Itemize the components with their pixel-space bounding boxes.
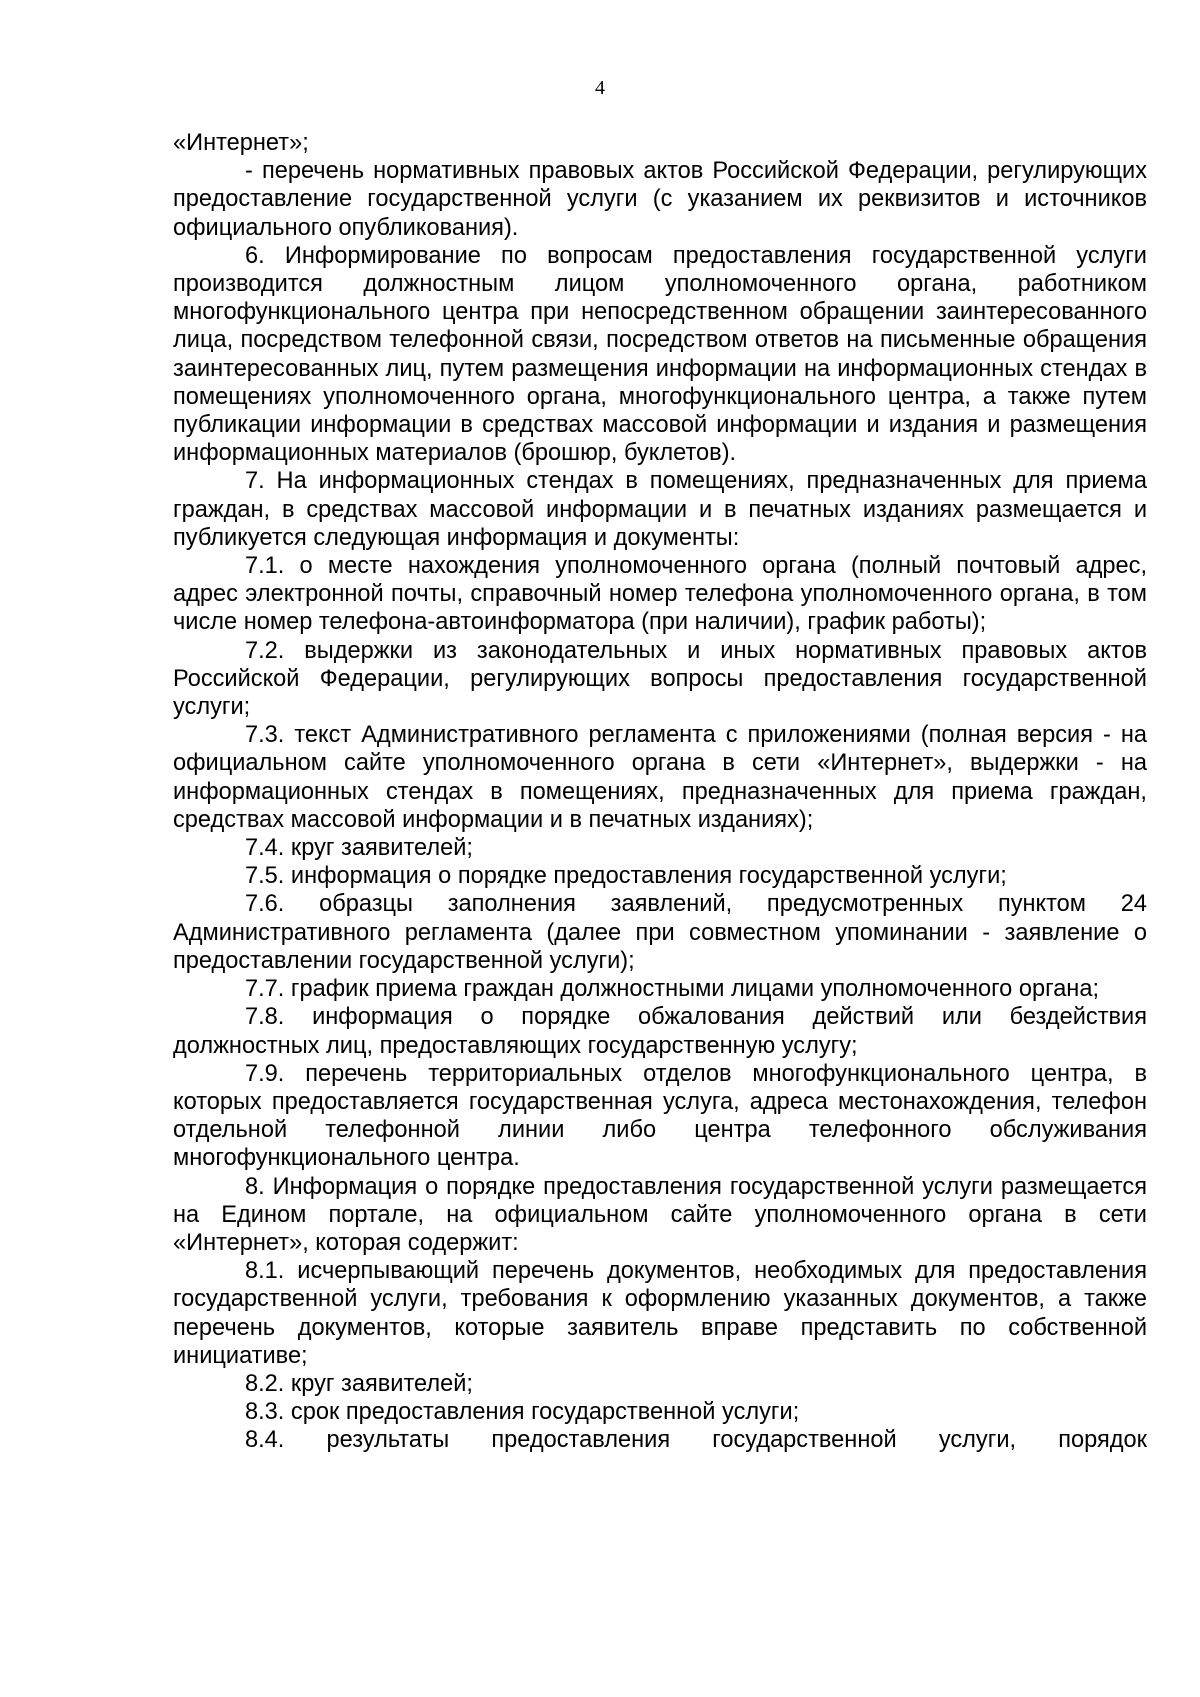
paragraph: 8.2. круг заявителей;	[245, 1370, 473, 1397]
paragraph: 7.8. информация о порядке обжалования действий или бездействия должностных лиц, предоставляющих государственную услугу;	[173, 1004, 1147, 1059]
paragraph: - перечень нормативных правовых актов Российской Федерации, регулирующих предоставление государственной услуги (с указанием их реквизитов и источников официального опубликования).	[173, 158, 1147, 241]
paragraph: 7.6. образцы заполнения заявлений, предусмотренных пунктом 24 Административного регламента (далее при совместном упоминании - заявление о предоставлении государственной услуги);	[173, 891, 1147, 974]
paragraph: 8.3. срок предоставления государственной услуги;	[245, 1399, 800, 1426]
paragraph: 8.1. исчерпывающий перечень документов, необходимых для предоставления государственной услуги, требования к оформлению указанных документов, а также перечень документов, которые заявитель вправе представить по собственной инициативе;	[173, 1258, 1147, 1369]
paragraph: 7.1. о месте нахождения уполномоченного органа (полный почтовый адрес, адрес электронной почты, справочный номер телефона уполномоченного органа, в том числе номер телефона-автоинформатора (при наличии), график работы);	[173, 553, 1147, 636]
paragraph: 7.4. круг заявителей;	[245, 835, 473, 862]
paragraph: 7.9. перечень территориальных отделов многофункционального центра, в которых предоставляется государственная услуга, адреса местонахождения, телефон отдельной телефонной линии либо центра телефонного обслуживания многофункционального центра.	[173, 1060, 1147, 1172]
paragraph: 8.4. результаты предоставления государственной услуги, порядок	[245, 1427, 1147, 1454]
paragraph: 7.2. выдержки из законодательных и иных нормативных правовых актов Российской Федерации, регулирующих вопросы предоставления государственной услуги;	[173, 637, 1147, 721]
paragraph: 7.3. текст Административного регламента с приложениями (полная версия - на официальном сайте уполномоченного органа в сети «Интернет», выдержки - на информационных стендах в помещениях, предназначенных для приема граждан, средствах массовой информации и в печатных изданиях);	[173, 722, 1147, 833]
document-body	[173, 129, 1147, 1455]
paragraph: 6. Информирование по вопросам предоставления государственной услуги производится должностным лицом уполномоченного органа, работником многофункционального центра при непосредственном обращении заинтересованного лица, посредством телефонной связи, посредством ответов на письменные обращения заинтересованных лиц, путем размещения информации на информационных стендах в помещениях уполномоченного органа, многофункционального центра, а также путем публикации информации в средствах массовой информации и издания и размещения информационных материалов (брошюр, буклетов).	[173, 242, 1147, 467]
paragraph: 7. На информационных стендах в помещениях, предназначенных для приема граждан, в средствах массовой информации и в печатных изданиях размещается и публикуется следующая информация и документы:	[173, 468, 1147, 551]
paragraph: «Интернет»;	[173, 130, 309, 156]
paragraph: 8. Информация о порядке предоставления государственной услуги размещается на Едином портале, на официальном сайте уполномоченного органа в сети «Интернет», которая содержит:	[173, 1173, 1147, 1256]
paragraph: 7.5. информация о порядке предоставления государственной услуги;	[245, 863, 1007, 890]
paragraph: 7.7. график приема граждан должностными лицами уполномоченного органа;	[245, 976, 1100, 1003]
page-number: 4	[595, 77, 605, 99]
